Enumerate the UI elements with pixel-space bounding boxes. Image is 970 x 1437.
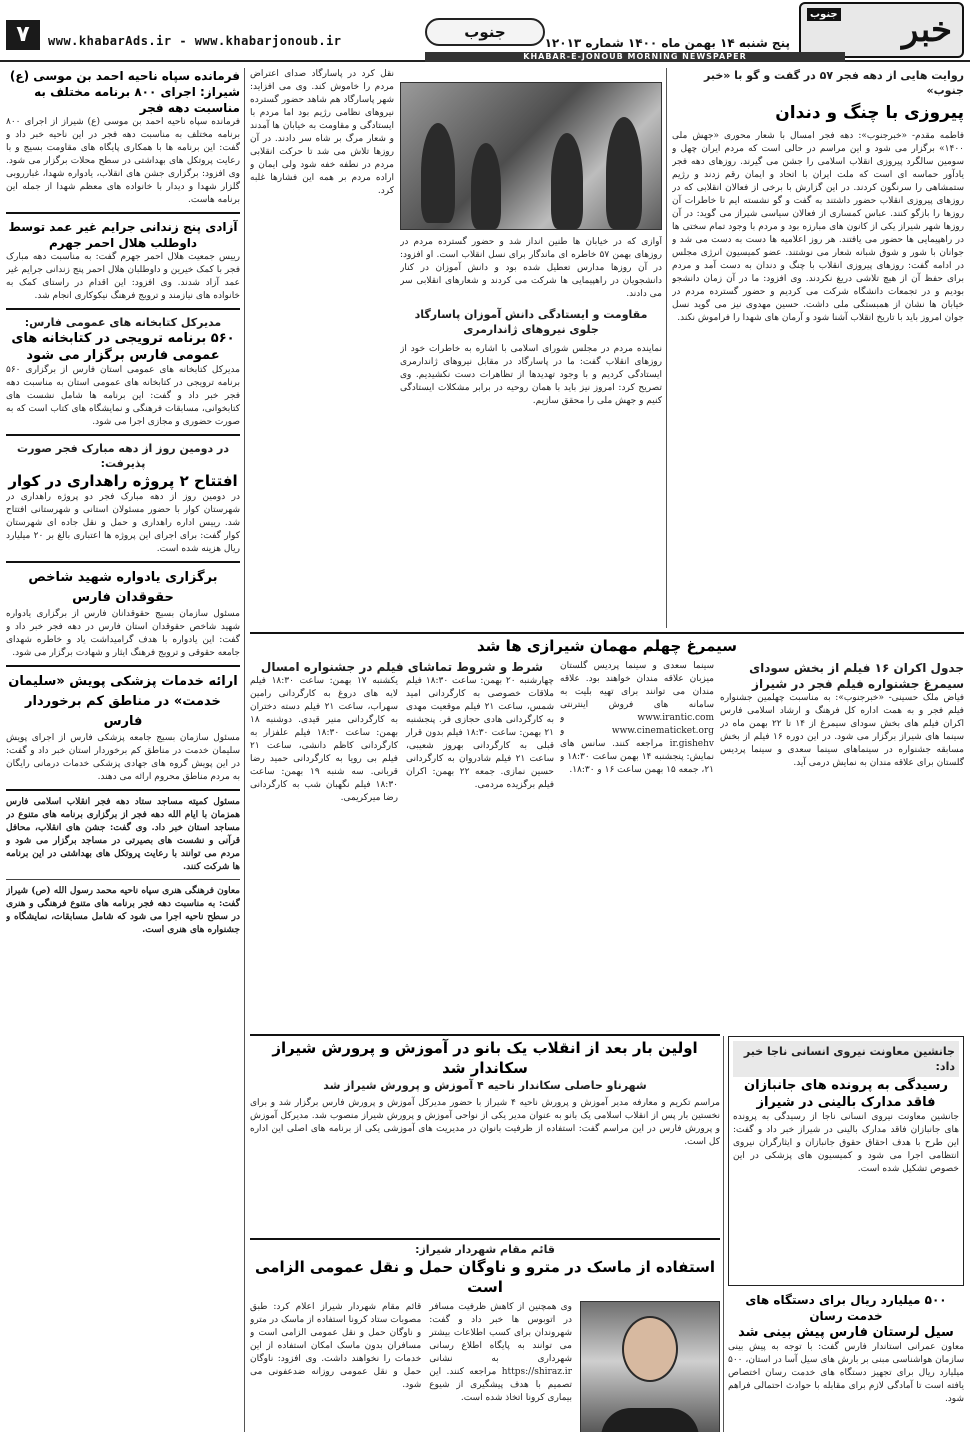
film-column: [250, 660, 554, 1030]
column-divider: [244, 68, 245, 1432]
story-title: سیل لرستان فارس پیش بینی شد: [738, 1325, 954, 1340]
official-portrait: [580, 1301, 720, 1432]
story-kicker: در دومین روز از دهه مبارک فجر صورت پذیرفت:: [17, 442, 229, 470]
story-body: فیاض ملک حسینی- «خبرجنوب»: به مناسبت چهلمین جشنواره فیلم فجر و به همت اداره کل فرهنگ و ارشاد اسلامی فارس اکران فیلم های بخش سودای سیمرغ از ۱۴ تا ۲۲ بهمن ماه در سینما های شیراز برگزار می شود. در این دوره ۱۶ فیلم از بخش مسابقه جشنواره در سینماهای سینما سعدی و سینما پردیس گلستان برای علاقه مندان به نمایش درمی آید.: [720, 693, 964, 768]
film-column: [720, 660, 964, 1030]
story-body: مسئول سازمان بسیج حقوقدانان فارس از برگزاری یادواره شهید شاخص حقوقدان استان فارس در دهه فجر خبر داد و گفت: این یادواره با هدف گرامیداشت یاد و خاطره شهدای جامعه حقوقی و ترویج فرهنگ ایثار و شهادت برگزار می شود.: [6, 609, 240, 658]
section-name: جنوب: [425, 18, 545, 46]
story-kicker: ۵۰۰ میلیارد ریال برای دستگاه های خدمت رسان: [745, 1293, 947, 1323]
story-body: وی همچنین از کاهش ظرفیت مسافر در اتوبوس ها خبر داد و گفت: شهروندان برای کسب اطلاعات بیشتر می توانند به پایگاه اطلاع رسانی شهرداری به نشانی https://shiraz.ir مراجعه کنند. این تصمیم با هدف پیشگیری از شیوع بیماری کرونا اتخاذ شده است.: [429, 1302, 572, 1403]
portrait-frame: [580, 1301, 720, 1432]
newspaper-logo: [799, 2, 964, 58]
story-title: آزادی پنج زندانی جرایم غیر عمد توسط داوطلب هلال احمر جهرم: [8, 220, 238, 250]
revolution-photo: [400, 82, 662, 230]
story-body: معاون فرهنگی هنری سپاه ناحیه محمد رسول الله (ص) شیراز گفت: به مناسبت دهه فجر برنامه های متنوع فرهنگی و هنری در سطح ناحیه اجرا می شود که شامل مسابقات، نمایشگاه و جشنواره های هنری است.: [6, 886, 240, 935]
film-schedule: یکشنبه ۱۷ بهمن: ساعت ۱۸:۳۰ فیلم لایه های دروغ به کارگردانی رامین سهراب، ساعت ۲۱ فیلم دسته دختران به کارگردانی منیر قیدی. دوشنبه ۱۸ بهمن: ساعت ۱۸:۳۰ فیلم علفزار به کارگردانی کاظم دانشی، ساعت ۲۱ فیلم بی رویا به کارگردانی حمید رضا قربانی. سه شنبه ۱۹ بهمن: ساعت ۱۸:۳۰ فیلم نگهبان شب به کارگردانی رضا میرکریمی.: [250, 676, 398, 803]
transport-story: [250, 1242, 720, 1432]
story-body: جانشین معاونت نیروی انسانی ناجا از رسیدگی به پرونده های جانبازان فاقد مدارک بالینی در شیراز خبر داد و گفت: این طرح با هدف احقاق حقوق جانبازان و ایثارگران نیروی انتظامی اجرا می شود و کمیسیون های پزشکی در این خصوص تشکیل شده است.: [733, 1112, 959, 1174]
story-body: نقل کرد در پاسارگاد صدای اعتراض مردم را خاموش کند. وی می افزاید: شهر پاسارگاد هم شاهد حضور گسترده نیروهای نظامی رژیم بود اما مردم با ایستادگی و مقاومت به خیابان ها آمدند و شعار مرگ بر شاه سر دادند. در آن روزها تلاش می شد تا حرکت انقلابی مردم در نطفه خفه شود ولی ایمان و اراده مردم بر همه این فشارها غلبه کرد.: [250, 69, 394, 196]
story-kicker: قائم مقام شهردار شیراز:: [415, 1243, 555, 1256]
column-divider: [723, 1036, 724, 1432]
story-body: آوازی که در خیابان ها طنین انداز شد و حضور گسترده مردم در روزهای بهمن ۵۷ خاطره ای ماندگار برای نسل انقلاب است. او افزود: در آن روزها مدارس تعطیل شده بود و دانش آموزان در کنار دانشجویان در راهپیمایی ها شرکت می کردند و شعارهای انقلابی سر می دادند.: [400, 237, 662, 299]
story-subtitle: شهرناو حاصلی سکاندار ناحیه ۴ آموزش و پرورش شیراز شد: [323, 1079, 647, 1092]
date-line: پنج شنبه ۱۴ بهمن ماه ۱۴۰۰ شماره ۱۲۰۱۳: [544, 36, 790, 50]
story-kicker: روایت هایی از دهه فجر ۵۷ در گفت و گو با «خبر جنوب»: [703, 69, 964, 97]
story-title: استفاده از ماسک در مترو و ناوگان حمل و نقل عمومی الزامی است: [255, 1258, 715, 1296]
site-url[interactable]: www.khabarAds.ir - www.khabarjonoub.ir: [48, 34, 342, 48]
story-title: رسیدگی به پرونده های جانبازان فاقد مدارک بالینی در شیراز: [744, 1078, 948, 1110]
protester-figure: [551, 133, 583, 229]
section-divider: [250, 1034, 720, 1036]
story-body: قائم مقام شهردار شیراز اعلام کرد: طبق مصوبات ستاد کرونا استفاده از ماسک در مترو و ناوگان حمل و نقل عمومی الزامی است و مسافران بدون ماسک امکان استفاده از این خدمات را نخواهند داشت. وی افزود: ناوگان حمل و نقل عمومی روزانه ضدعفونی می شود.: [250, 1302, 422, 1390]
story-body: رییس جمعیت هلال احمر جهرم گفت: به مناسبت دهه مبارک فجر با کمک خیرین و داوطلبان هلال احمر پنج زندانی جرایم غیر عمد آزاد شدند. وی افزود: این اقدام در راستای کمک به خانواده های نیازمند و ترویج فرهنگ نیکوکاری انجام شد.: [6, 252, 240, 301]
film-schedule: چهارشنبه ۲۰ بهمن: ساعت ۱۸:۳۰ فیلم ملاقات خصوصی به کارگردانی امید شمس، ساعت ۲۱ فیلم موقعیت مهدی به کارگردانی هادی حجازی فر. پنجشنبه ۲۱ بهمن: ساعت ۱۸:۳۰ فیلم بدون قرار قبلی به کارگردانی بهروز شعیبی، ساعت ۲۱ فیلم شادروان به کارگردانی حسین نمازی. جمعه ۲۲ بهمن: اکران فیلم برگزیده مردمی.: [406, 676, 554, 790]
divider: [6, 789, 240, 791]
logo-text: خبر: [901, 10, 952, 50]
story-subhead: مقاومت و ایستادگی دانش آموزان پاسارگاد جلوی نیروهای ژاندارمری: [414, 308, 648, 336]
divider: [6, 665, 240, 667]
story-title: برگزاری یادواره شهید شاخص حقوقدان فارس: [28, 570, 218, 605]
story-title: اولین بار بعد از انقلاب یک بانو در آموزش و پرورش شیراز سکاندار شد: [272, 1039, 698, 1077]
film-column: [560, 660, 714, 1030]
story-kicker: جانشین معاونت نیروی انسانی ناجا خبر داد:: [733, 1041, 959, 1077]
section-divider: [250, 632, 964, 634]
section-banner-title: سیمرغ چهلم مهمان شیرازی ها شد: [476, 637, 738, 655]
protester-figure: [421, 123, 455, 223]
lead-story: [672, 68, 964, 628]
section-divider: [250, 1238, 720, 1240]
middle-story-column: [250, 68, 394, 628]
flood-story: [728, 1292, 964, 1432]
tagline: KHABAR-E-JONOUB MORNING NEWSPAPER: [425, 52, 845, 62]
story-body: مسئول کمیته مساجد ستاد دهه فجر انقلاب اسلامی فارس همزمان با ایام الله دهه فجر از برگزاری برنامه های متنوع در مساجد استان خبر داد. وی گفت: جشن های انقلاب، محافل قرآنی و نشست های بصیرتی در مساجد برگزار می شود و مردم می توانند با رعایت پروتکل های بهداشتی در این برنامه ها شرکت کنند.: [6, 797, 240, 872]
story-body: نماینده مردم در مجلس شورای اسلامی با اشاره به خاطرات خود از روزهای انقلاب گفت: ما در پاسارگاد در مقابل نیروهای ژاندارمری ایستادگی کردیم و با وجود تهدیدها از تظاهرات دست نکشیدیم. وی تصریح کرد: امروز نیز باید با همان روحیه در برابر مشکلات ایستادگی کنیم و جهش ملی را محقق سازیم.: [400, 344, 662, 406]
divider: [6, 308, 240, 310]
story-body: فاطمه مقدم- «خبرجنوب»: دهه فجر امسال با شعار محوری «جهش ملی ۱۴۰۰» برگزار می شود و این مراسم در حالی است که مردم ایران چهل و سومین سالگرد پیروزی انقلاب اسلامی را جشن می گیرند. روزهای دهه فجر یادآور حماسه ای است که ملت ایران با اتحاد و ایمان رقم زدند و رژیم ستمشاهی را سرنگون کردند. در این گزارش با برخی از فعالان انقلابی که در روزهای پیروزی انقلاب حضور داشتند به گفت و گو نشسته ایم تا خاطرات آن روزها را بازگو کنند. عباس کمساری از فعالان سیاسی شیراز می گوید: در آن روزها شهر شیراز یکی از کانون های مبارزه بود و مردم با وجود تمام سختی ها در راهپیمایی ها حضور می یافتند. هر روز اعلامیه ها دست به دست می شد و جوانان با شور و شوق شبانه شعار می نوشتند. عضو کمیسیون انرژی مجلس در ادامه گفت: روزهای پیروزی انقلاب با چنگ و دندان به دست آمد و مردم برای حفظ آن از هیچ تلاشی دریغ نکردند. وی افزود: ما در آن زمان دانشجو بودیم و در تجمعات دانشگاه شرکت می کردیم و حضور گسترده مردم در خیابان ها نشان از همبستگی ملی داشت. حسین مهدوی نیز می گوید نسل جوان امروز باید با تاریخ انقلاب آشنا شود و آرمان های شهدا را فراموش نکند.: [672, 131, 964, 323]
divider: [6, 879, 240, 880]
story-title: جدول اکران ۱۶ فیلم از بخش سودای سیمرغ جشنواره فیلم فجر در شیراز: [749, 661, 964, 691]
story-title: شرط و شروط تماشای فیلم در جشنواره امسال: [260, 660, 544, 674]
story-body: معاون عمرانی استاندار فارس گفت: با توجه به پیش بینی سازمان هواشناسی مبنی بر بارش های سیل آسا در استان، ۵۰۰ میلیارد ریال برای تجهیز دستگاه های خدمت رسان اختصاص یافته است تا آمادگی لازم برای مقابله با حوادث احتمالی فراهم شود.: [728, 1342, 964, 1404]
portrait-head: [622, 1316, 678, 1382]
middle-story-column: [400, 236, 662, 628]
story-body: سینما سعدی و سینما پردیس گلستان میزبان علاقه مندان خواهند بود. علاقه مندان می توانند برای تهیه بلیت به سامانه های فروش اینترنتی www.irantic.com و www.cinematicket.org و ir.gishehv مراجعه کنند. سانس های نمایش: پنجشنبه ۱۴ بهمن ساعت ۱۸:۳۰ و ۲۱، جمعه ۱۵ بهمن ساعت ۱۶ و ۱۸:۳۰.: [560, 661, 714, 775]
story-title: افتتاح ۲ پروژه راهداری در کوار: [8, 472, 238, 490]
logo-subtitle: جنوب: [807, 8, 841, 21]
veterans-box: [728, 1036, 964, 1286]
story-body: مراسم تکریم و معارفه مدیر آموزش و پرورش ناحیه ۴ شیراز با حضور مدیرکل آموزش و پرورش فارس برگزار شد و برای نخستین بار پس از انقلاب اسلامی یک بانو به عنوان مدیر یکی از نواحی آموزش و پرورش شیراز منصوب شد. مدیرکل آموزش و پرورش فارس در این مراسم گفت: استفاده از ظرفیت بانوان در مدیریت های آموزشی یکی از برنامه های اصلی این اداره کل است.: [250, 1098, 720, 1147]
column-divider: [666, 68, 667, 628]
protester-figure: [471, 143, 501, 229]
divider: [6, 212, 240, 214]
divider: [6, 561, 240, 563]
portrait-suit: [601, 1408, 699, 1432]
film-banner: [250, 636, 964, 658]
story-title: پیروزی با چنگ و دندان: [775, 103, 964, 123]
masthead: [0, 0, 970, 62]
protester-figure: [606, 117, 642, 229]
story-body: مدیرکل کتابخانه های عمومی استان فارس از برگزاری ۵۶۰ برنامه ترویجی در کتابخانه های عمومی استان به مناسبت دهه فجر خبر داد و گفت: این برنامه ها شامل نشست های کتابخوانی، مسابقات فرهنگی و نمایشگاه های کتاب است که به صورت حضوری و مجازی اجرا می شود.: [6, 365, 240, 427]
story-kicker: مدیرکل کتابخانه های عمومی فارس:: [24, 316, 222, 329]
story-title: ارائه خدمات پزشکی پویش «سلیمان خدمت» در مناطق کم برخوردار فارس: [8, 674, 238, 729]
story-body: مسئول سازمان بسیج جامعه پزشکی فارس از اجرای پویش سلیمان خدمت در مناطق کم برخوردار استان خبر داد و گفت: در این پویش گروه های جهادی پزشکی خدمات درمانی رایگان به مردم مناطق محروم ارائه می دهند.: [6, 733, 240, 782]
story-body: فرمانده سپاه ناحیه احمد بن موسی (ع) شیراز از اجرای ۸۰۰ برنامه مختلف به مناسبت دهه فجر در این ناحیه خبر داد و گفت: این برنامه ها با همکاری پایگاه های مقاومت بسیج و با رعایت پروتکل های بهداشتی در سطح محلات برگزار می شود. وی افزود: برگزاری جشن های انقلاب، یادواره شهدا، غبارروبی گلزار شهدا و دیدار با خانواده های معظم شهدا از جمله این برنامه هاست.: [6, 117, 240, 205]
story-body: در دومین روز از دهه مبارک فجر دو پروژه راهداری در شهرستان کوار با حضور مسئولان استانی و شهرستانی افتتاح شد. رییس اداره راهداری و حمل و نقل جاده ای شهرستان کوار گفت: برای اجرای این پروژه ها اعتباری بالغ بر ۲۰ میلیارد ریال هزینه شده است.: [6, 492, 240, 554]
page-number: ۷: [6, 20, 40, 50]
divider: [6, 434, 240, 436]
story-title: فرمانده سپاه ناحیه احمد بن موسی (ع) شیراز: اجرای ۸۰۰ برنامه مختلف به مناسبت دهه فجر: [9, 69, 240, 115]
story-title: ۵۶۰ برنامه ترویجی در کتابخانه های عمومی فارس برگزار می شود: [11, 331, 235, 363]
left-news-column: [6, 68, 240, 1432]
education-story: [250, 1038, 720, 1234]
